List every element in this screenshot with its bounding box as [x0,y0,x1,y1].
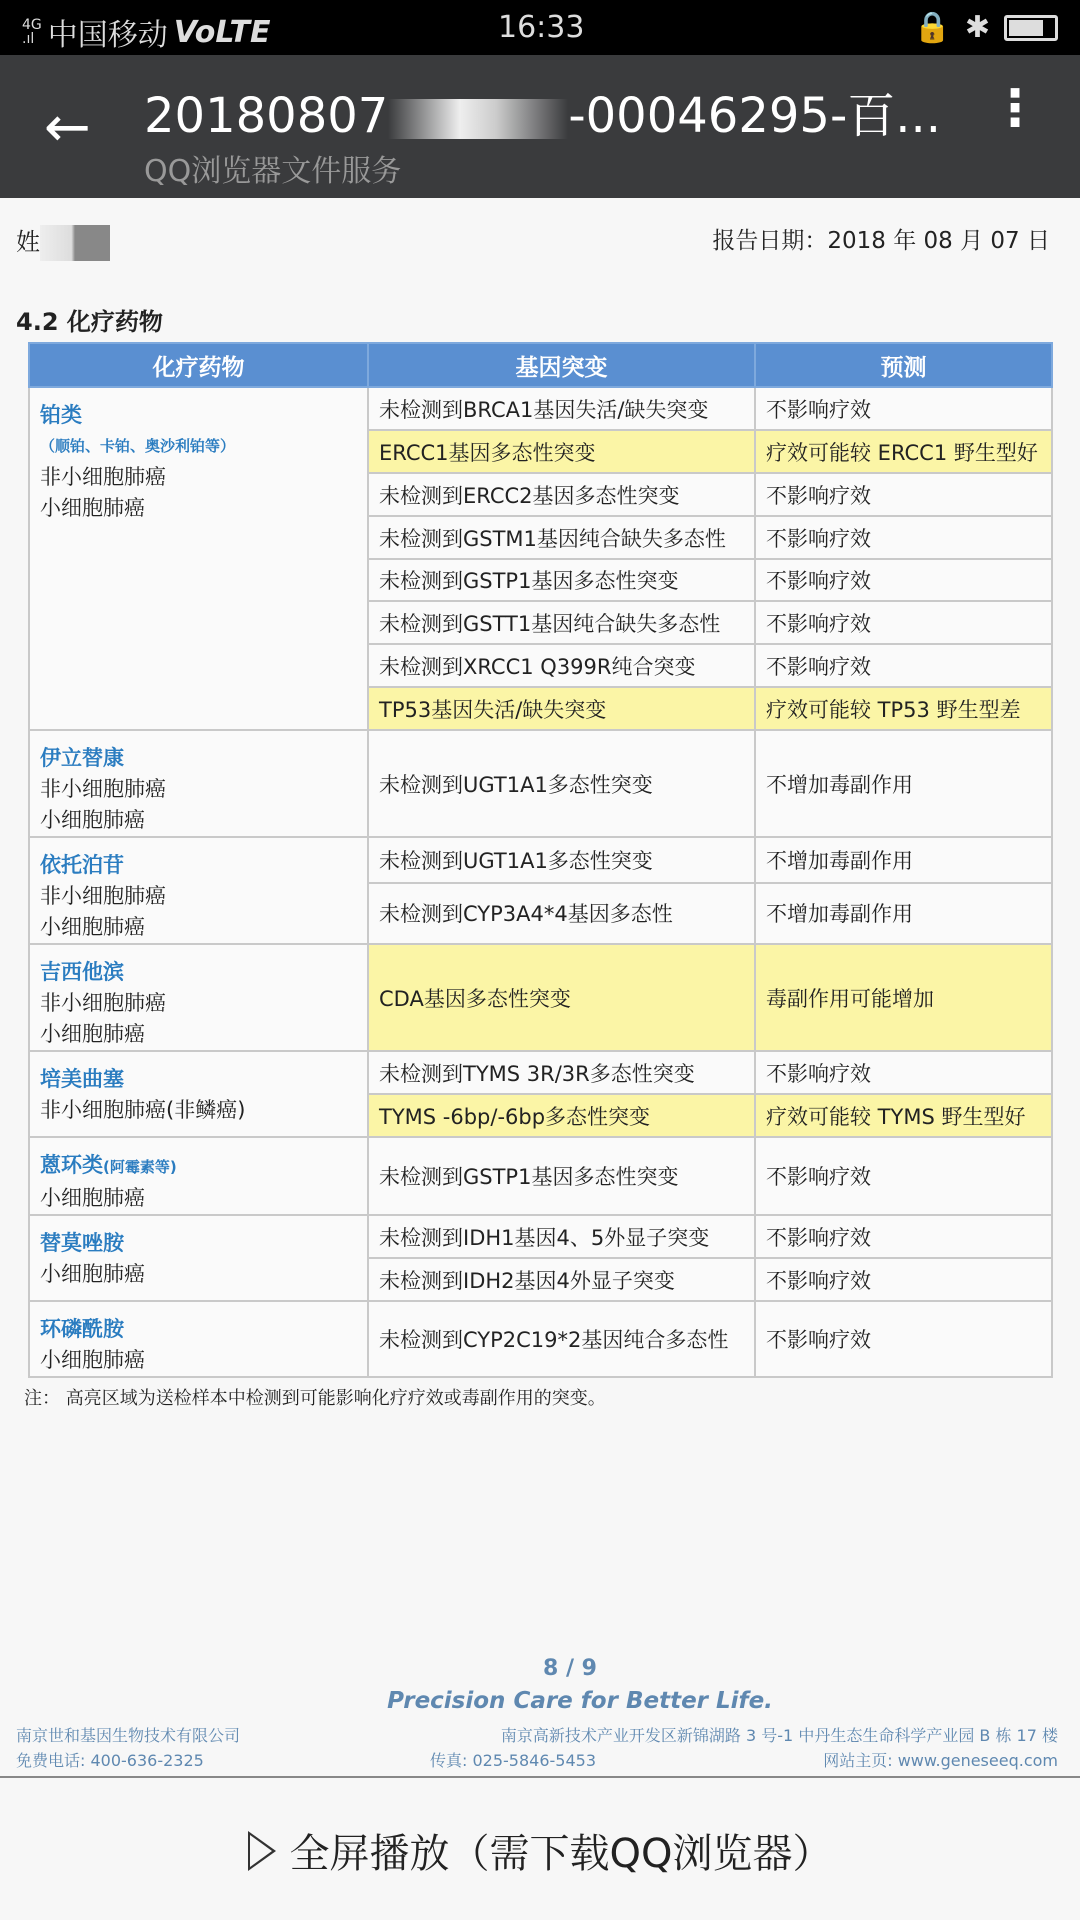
drug-cell [29,1301,368,1377]
indication: 非小细胞肺癌 [40,884,166,908]
indication: 小细胞肺癌 [40,808,145,832]
drug-cell [29,944,368,1051]
redacted-name [40,225,110,261]
table-row [29,387,1052,430]
drug-cell [29,1137,368,1215]
indication: 小细胞肺癌 [40,915,145,939]
redacted-region [388,99,568,139]
mutation-cell: 未检测到GSTT1基因纯合缺失多态性 [368,601,755,644]
drug-name: 替莫唑胺 [40,1231,124,1255]
prediction-cell: 毒副作用可能增加 [755,944,1052,1051]
table-row [29,1215,1052,1258]
mutation-cell: CDA基因多态性突变 [368,944,755,1051]
mutation-cell: 未检测到TYMS 3R/3R多态性突变 [368,1051,755,1094]
play-label: 全屏播放（需下载QQ浏览器） [289,1831,833,1877]
drug-name: 吉西他滨 [40,960,124,984]
mutation-cell: 未检测到GSTP1基因多态性突变 [368,1137,755,1215]
document-subtitle: QQ浏览器文件服务 [144,154,402,189]
company-address: 南京高新技术产业开发区新锦湖路 3 号-1 中丹生态生命科学产业园 B 栋 17 楼 [500,1726,1058,1745]
prediction-cell: 不增加毒副作用 [755,837,1052,883]
page-number: 8 / 9 [543,1656,597,1681]
fax: 传真: 025-5846-5453 [430,1751,597,1770]
play-icon [248,1831,276,1871]
mutation-cell: 未检测到ERCC2基因多态性突变 [368,473,755,516]
status-bar [0,0,1080,55]
drug-cell [29,1215,368,1301]
mutation-cell: 未检测到UGT1A1多态性突变 [368,730,755,837]
mutation-cell: TP53基因失活/缺失突变 [368,687,755,730]
mutation-cell: 未检测到CYP2C19*2基因纯合多态性 [368,1301,755,1377]
mutation-cell: 未检测到IDH2基因4外显子突变 [368,1258,755,1301]
mutation-cell: TYMS -6bp/-6bp多态性突变 [368,1094,755,1137]
prediction-cell: 疗效可能较 ERCC1 野生型好 [755,430,1052,473]
prediction-cell: 不影响疗效 [755,473,1052,516]
prediction-cell: 不增加毒副作用 [755,883,1052,944]
prediction-cell: 不增加毒副作用 [755,730,1052,837]
prediction-cell: 疗效可能较 TYMS 野生型好 [755,1094,1052,1137]
volte-label: VoLTE [173,14,271,50]
drug-name: 伊立替康 [40,746,124,770]
mutation-cell: 未检测到BRCA1基因失活/缺失突变 [368,387,755,430]
mutation-cell: 未检测到IDH1基因4、5外显子突变 [368,1215,755,1258]
back-arrow-icon[interactable]: ← [44,95,91,160]
clock: 16:33 [498,10,585,45]
rotation-lock-icon: 🔒 [913,10,951,45]
prediction-cell: 不影响疗效 [755,1258,1052,1301]
prediction-cell: 不影响疗效 [755,1301,1052,1377]
website: 网站主页: www.geneseeq.com [823,1751,1058,1770]
table-row [29,1301,1052,1377]
drug-name: 培美曲塞 [40,1067,124,1091]
header-drug: 化疗药物 [29,343,368,387]
table-row [29,1137,1052,1215]
phone: 免费电话: 400-636-2325 [16,1751,204,1770]
mutation-cell: 未检测到XRCC1 Q399R纯合突变 [368,644,755,687]
mutation-cell: 未检测到CYP3A4*4基因多态性 [368,883,755,944]
report-date: 报告日期：2018 年 08 月 07 日 [712,228,1050,254]
more-menu-icon[interactable]: ⋮ [990,79,1040,137]
drug-name: 蒽环类 [40,1153,103,1177]
indication: 小细胞肺癌 [40,1022,145,1046]
drug-examples: (阿霉素等) [103,1158,177,1176]
header-mutation: 基因突变 [368,343,755,387]
indication: 小细胞肺癌 [40,1348,145,1372]
carrier: 中国移动 [47,18,168,53]
prediction-cell: 不影响疗效 [755,1215,1052,1258]
signal-icon: 4G .ıl [22,17,42,47]
drug-examples: （顺铂、卡铂、奥沙利铂等） [40,437,236,455]
mutation-cell: 未检测到GSTP1基因多态性突变 [368,559,755,601]
company-name: 南京世和基因生物技术有限公司 [16,1726,241,1745]
drug-cell [29,837,368,944]
prediction-cell: 不影响疗效 [755,387,1052,430]
drug-name: 依托泊苷 [40,853,124,877]
document-title: 20180807 -00046295-百... [144,88,942,144]
battery-icon [1004,15,1058,41]
prediction-cell: 不影响疗效 [755,559,1052,601]
prediction-cell: 不影响疗效 [755,516,1052,559]
indication: 非小细胞肺癌 [40,777,166,801]
drug-name: 铂类 [40,403,82,427]
table-row [29,837,1052,883]
bluetooth-icon: ✱ [964,10,990,45]
indication: 小细胞肺癌 [40,1262,145,1286]
drug-name: 环磷酰胺 [40,1317,124,1341]
indication: 非小细胞肺癌 [40,465,166,489]
fullscreen-play-button[interactable] [0,1822,1080,1879]
tagline: Precision Care for Better Life. [387,1688,773,1714]
drug-cell [29,730,368,837]
section-heading: 4.2 化疗药物 [16,308,163,336]
indication: 非小细胞肺癌(非鳞癌) [40,1098,246,1122]
drug-cell [29,1051,368,1137]
table-row [29,730,1052,837]
mutation-cell: 未检测到UGT1A1多态性突变 [368,837,755,883]
bottom-bar [0,1776,1080,1920]
patient-name: 姓 [16,222,110,261]
header-prediction: 预测 [755,343,1052,387]
prediction-cell: 疗效可能较 TP53 野生型差 [755,687,1052,730]
table-row [29,1051,1052,1094]
indication: 非小细胞肺癌 [40,991,166,1015]
chemo-table [28,342,1053,1378]
indication: 小细胞肺癌 [40,1186,145,1210]
prediction-cell: 不影响疗效 [755,644,1052,687]
drug-cell [29,387,368,730]
prediction-cell: 不影响疗效 [755,601,1052,644]
prediction-cell: 不影响疗效 [755,1137,1052,1215]
footnote: 注： 高亮区域为送检样本中检测到可能影响化疗疗效或毒副作用的突变。 [24,1388,606,1409]
app-bar [0,55,1080,198]
indication: 小细胞肺癌 [40,496,145,520]
prediction-cell: 不影响疗效 [755,1051,1052,1094]
mutation-cell: ERCC1基因多态性突变 [368,430,755,473]
mutation-cell: 未检测到GSTM1基因纯合缺失多态性 [368,516,755,559]
table-row [29,944,1052,1051]
